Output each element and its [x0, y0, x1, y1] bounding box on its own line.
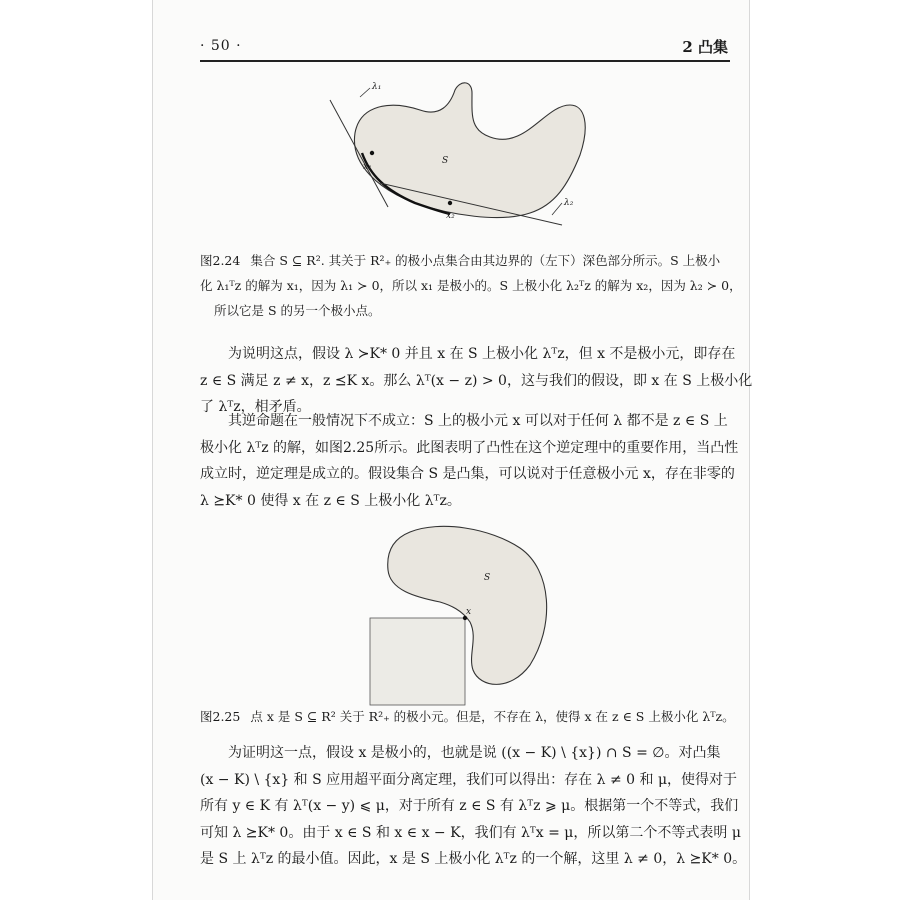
page-number: · 50 ·	[200, 38, 242, 54]
paragraph-2	[200, 408, 739, 514]
text-line: 其逆命题在一般情况下不成立：S 上的极小元 x 可以对于任何 λ 都不是 z ∈ S 上	[228, 413, 728, 429]
lambda1-arrow	[360, 88, 370, 97]
text-line: 为证明这一点，假设 x 是极小的，也就是说 ((x − K) \ {x}) ∩ S = ∅。对凸集	[228, 745, 721, 761]
page-header	[200, 36, 730, 62]
caption-line: 化 λ₁ᵀz 的解为 x₁，因为 λ₁ ≻ 0，所以 x₁ 是极小的。S 上极小化 λ₂ᵀz 的解为 x₂，因为 λ₂ ≻ 0，	[200, 278, 742, 293]
text-line: 可知 λ ⪰K* 0。由于 x ∈ S 和 x ∈ x − K，我们有 λᵀx = μ，所以第二个不等式表明 μ	[200, 824, 741, 841]
figure-2-24	[330, 75, 590, 235]
text-line: 成立时，逆定理是成立的。假设集合 S 是凸集，可以说对于任意极小元 x，存在非零的	[200, 466, 735, 482]
text-line: 为说明这点，假设 λ ≻K* 0 并且 x 在 S 上极小化 λᵀz，但 x 不是极小元，即存在	[228, 346, 736, 362]
paragraph-3	[200, 740, 747, 873]
set-s-region	[354, 83, 585, 218]
text-line: 极小化 λᵀz 的解，如图2.25所示。此图表明了凸性在这个逆定理中的重要作用，当凸性	[200, 439, 739, 456]
chapter-title: 2 凸集	[682, 38, 728, 56]
label-x: x	[466, 607, 472, 617]
label-x2: x₂	[446, 211, 455, 221]
text-line: 是 S 上 λᵀz 的最小值。因此，x 是 S 上极小化 λᵀz 的一个解，这里 λ ≠ 0，λ ⪰K* 0。	[200, 851, 747, 867]
text-line: 了 λᵀz，相矛盾。	[200, 399, 311, 415]
label-lambda1: λ₁	[372, 82, 382, 92]
text-line: 所有 y ∈ K 有 λᵀ(x − y) ⩽ μ，对于所有 z ∈ S 有 λᵀz ⩾ μ。根据第一个不等式，我们	[200, 798, 739, 814]
caption-line: 所以它是 S 的另一个极小点。	[214, 303, 381, 318]
caption-label-2-24: 图2.24	[200, 253, 241, 268]
caption-line: 集合 S ⊆ R². 其关于 R²₊ 的极小点集合由其边界的（左下）深色部分所示。S 上极小	[250, 253, 721, 268]
figure-2-25	[370, 520, 570, 705]
caption-text: 点 x 是 S ⊆ R² 关于 R²₊ 的极小元。但是，不存在 λ，使得 x 在 z ∈ S 上极小化 λᵀz。	[250, 709, 735, 724]
label-lambda2: λ₂	[564, 198, 574, 208]
text-line: z ∈ S 满足 z ≠ x，z ⪯K x。那么 λᵀ(x − z) > 0，这与我们的假设，即 x 在 S 上极小化	[200, 372, 753, 389]
cone-region	[370, 618, 465, 705]
label-set-s: S	[484, 573, 491, 583]
figure-2-25-caption	[200, 704, 740, 729]
caption-label-2-25: 图2.25	[200, 709, 241, 724]
text-line: λ ⪰K* 0 使得 x 在 z ∈ S 上极小化 λᵀz。	[200, 492, 461, 509]
figure-2-24-caption	[200, 248, 740, 323]
point-x2	[448, 201, 452, 205]
lambda2-arrow	[552, 203, 562, 215]
point-x1	[370, 151, 374, 155]
text-line: (x − K) \ {x} 和 S 应用超平面分离定理，我们可以得出：存在 λ ≠ 0 和 μ，使得对于	[200, 771, 738, 788]
label-x1: x₁	[363, 162, 372, 172]
label-set-s: S	[442, 156, 449, 166]
